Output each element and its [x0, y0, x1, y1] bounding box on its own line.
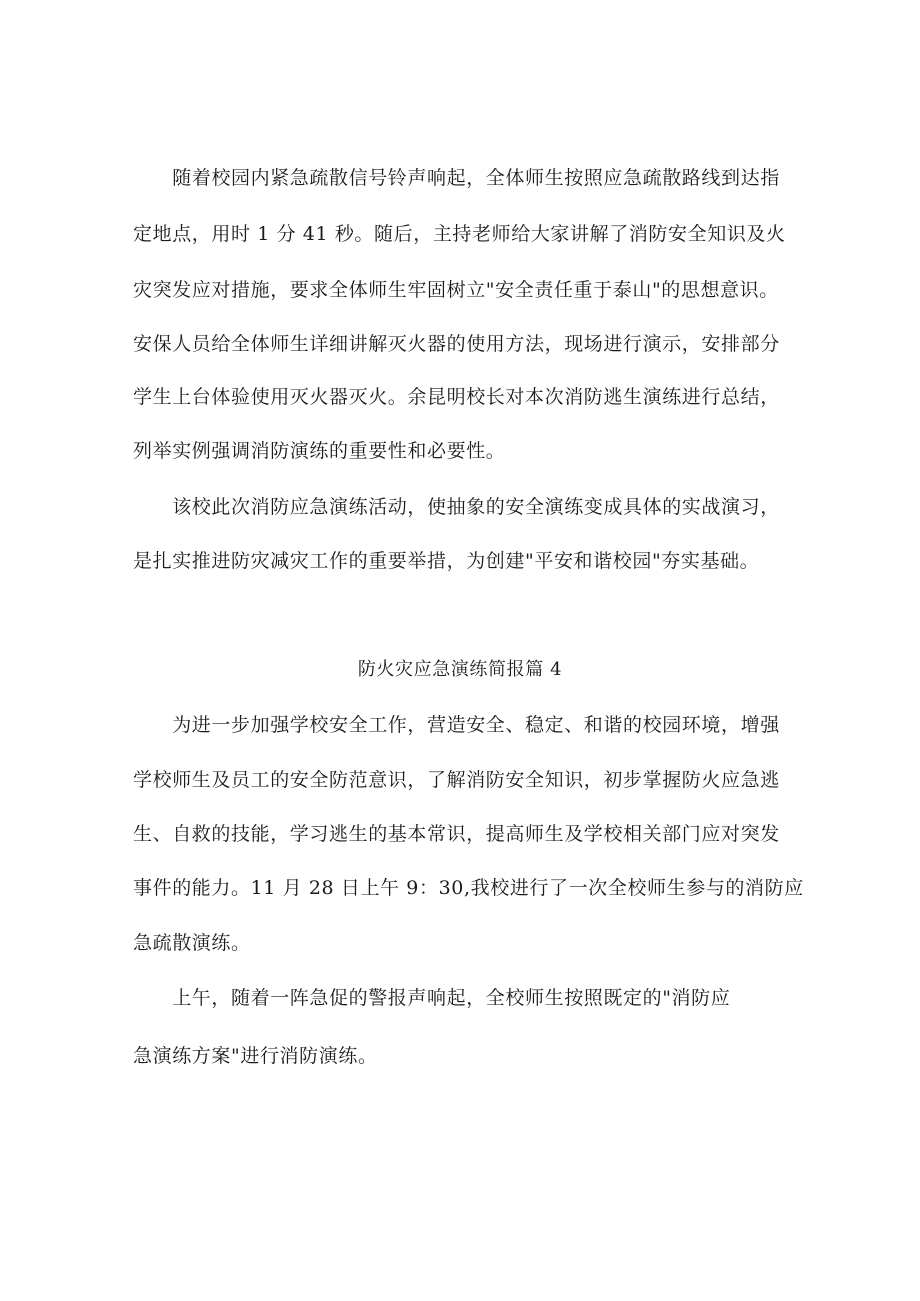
paragraph-line: 随着校园内紧急疏散信号铃声响起，全体师生按照应急疏散路线到达指 — [133, 167, 780, 189]
paragraph-line: 列举实例强调消防演练的重要性和必要性。 — [133, 440, 506, 462]
paragraph-line: 急演练方案"进行消防演练。 — [133, 1045, 378, 1067]
paragraph-line: 灾突发应对措施，要求全体师生牢固树立"安全责任重于泰山"的思想意识。 — [133, 279, 779, 301]
paragraph-line: 上午，随着一阵急促的警报声响起，全校师生按照既定的"消防应 — [133, 987, 731, 1009]
paragraph-line: 急疏散演练。 — [133, 932, 251, 954]
paragraph-line: 事件的能力。11 月 28 日上午 9：30,我校进行了一次全校师生参与的消防应 — [133, 877, 804, 899]
paragraph-line: 生、自救的技能，学习逃生的基本常识，提高师生及学校相关部门应对突发 — [133, 823, 780, 845]
section-title: 防火灾应急演练简报篇 4 — [357, 659, 563, 680]
paragraph-line: 安保人员给全体师生详细讲解灭火器的使用方法，现场进行演示，安排部分 — [133, 333, 780, 355]
paragraph-line: 为进一步加强学校安全工作，营造安全、稳定、和谐的校园环境，增强 — [133, 714, 780, 736]
paragraph-line: 定地点，用时 1 分 41 秒。随后，主持老师给大家讲解了消防安全知识及火 — [133, 223, 786, 245]
paragraph-line: 学校师生及员工的安全防范意识，了解消防安全知识，初步掌握防火应急逃 — [133, 769, 780, 791]
paragraph-line: 是扎实推进防灾减灾工作的重要举措，为创建"平安和谐校园"夯实基础。 — [133, 550, 760, 572]
paragraph-line: 学生上台体验使用灭火器灭火。余昆明校长对本次消防逃生演练进行总结， — [133, 386, 780, 408]
paragraph-line: 该校此次消防应急演练活动，使抽象的安全演练变成具体的实战演习， — [133, 496, 780, 518]
